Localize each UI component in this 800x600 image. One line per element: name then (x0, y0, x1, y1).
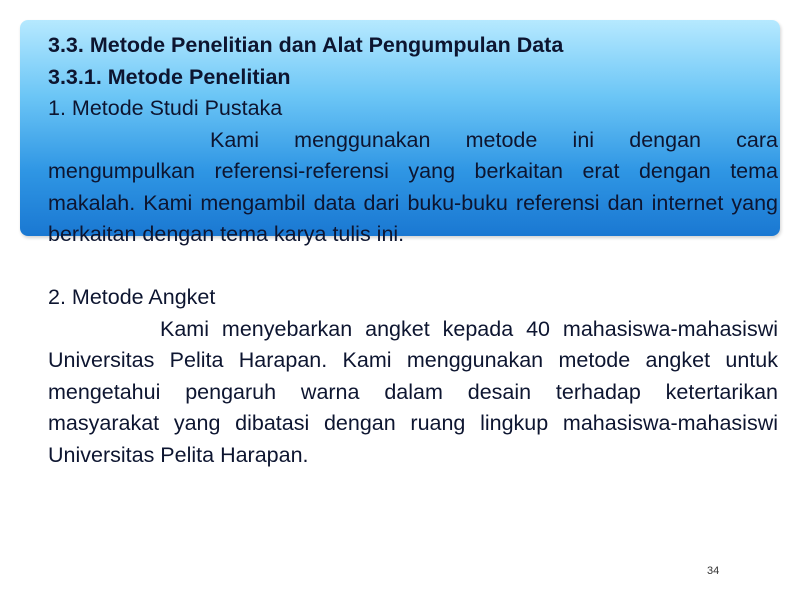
method-1-paragraph (48, 125, 778, 251)
method-1-body: Kami menggunakan metode ini dengan cara mengumpulkan referensi-referensi yang berkaitan erat dengan tema makalah. Kami mengambil data dari buku-buku referensi dan internet yang berkaitan dengan tema karya tulis ini. (48, 127, 778, 246)
method-2-paragraph (48, 314, 778, 472)
method-1-title: 1. Metode Studi Pustaka (48, 96, 283, 120)
slide-number: 34 (707, 565, 720, 577)
method-2-title: 2. Metode Angket (48, 285, 216, 309)
method-2-body: Kami menyebarkan angket kepada 40 mahasiswa-mahasiswi Universitas Pelita Harapan. Kami menggunakan metode angket untuk mengetahui pengaruh warna dalam desain terhadap ketertarikan masyarakat yang dibatasi dengan ruang lingkup mahasiswa-mahasiswi Universitas Pelita Harapan. (48, 316, 778, 467)
subsection-heading: 3.3.1. Metode Penelitian (48, 64, 291, 89)
spacer (48, 251, 778, 283)
slide-content (48, 30, 778, 471)
section-heading: 3.3. Metode Penelitian dan Alat Pengumpulan Data (48, 33, 564, 57)
